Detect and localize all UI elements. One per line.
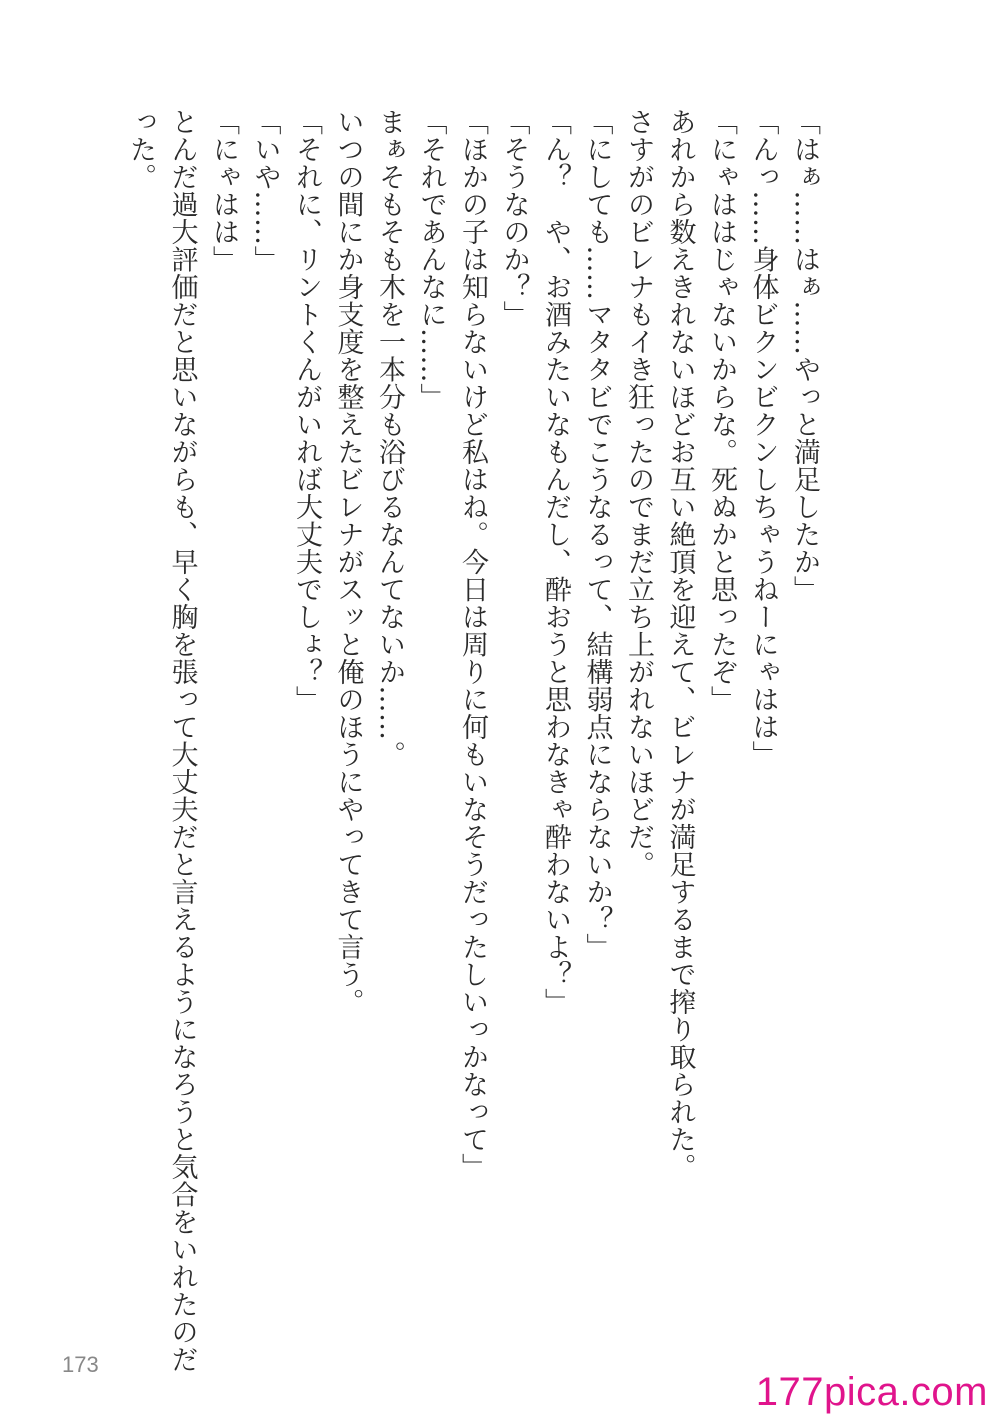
text-line: 「そうなのか？」	[498, 108, 530, 328]
text-line: 「いや……」	[249, 108, 281, 273]
text-line: いつの間にか身支度を整えたビレナがスッと俺のほうにやってきて言う。	[332, 108, 364, 1016]
text-line: った。	[125, 108, 156, 191]
text-line: さすがのビレナもイき狂ったのでまだ立ち上がれないほどだ。	[623, 108, 654, 878]
text-line: 「それであんなに……」	[415, 108, 447, 411]
page-number: 173	[62, 1352, 99, 1377]
text-line: まぁそもそも木を一本分も浴びるなんてないか……。	[374, 108, 405, 768]
text-line: あれから数えきれないほどお互い絶頂を迎えて、ビレナが満足するまで搾り取られた。	[664, 108, 696, 1181]
text-line: とんだ過大評価だと思いながらも、早く胸を張って大丈夫だと言えるようになろうと気合をいれたのだ	[166, 108, 198, 1373]
text-line: 「にゃはは」	[208, 108, 239, 273]
text-line: 「ほかの子は知らないけど私はね。今日は周りに何もいなそうだったしいっかなって」	[457, 108, 488, 1181]
text-line: 「それに、リントくんがいれば大丈夫でしょ？」	[291, 108, 322, 713]
text-line: 「はぁ……はぁ……やっと満足したか」	[789, 108, 820, 603]
text-line: 「ん？ や、お酒みたいなもんだし、酔おうと思わなきゃ酔わないよ？」	[540, 108, 571, 1016]
vertical-text-body	[120, 108, 826, 1373]
text-line: 「にゃははじゃないからな。死ぬかと思ったぞ」	[706, 108, 737, 713]
text-line: 「にしても……マタタビでこうなるって、結構弱点にならないか？」	[581, 108, 613, 961]
watermark-text: 177pica.com	[755, 1370, 988, 1414]
text-line: 「んっ……身体ビクンビクンしちゃうねーにゃはは」	[747, 108, 779, 768]
